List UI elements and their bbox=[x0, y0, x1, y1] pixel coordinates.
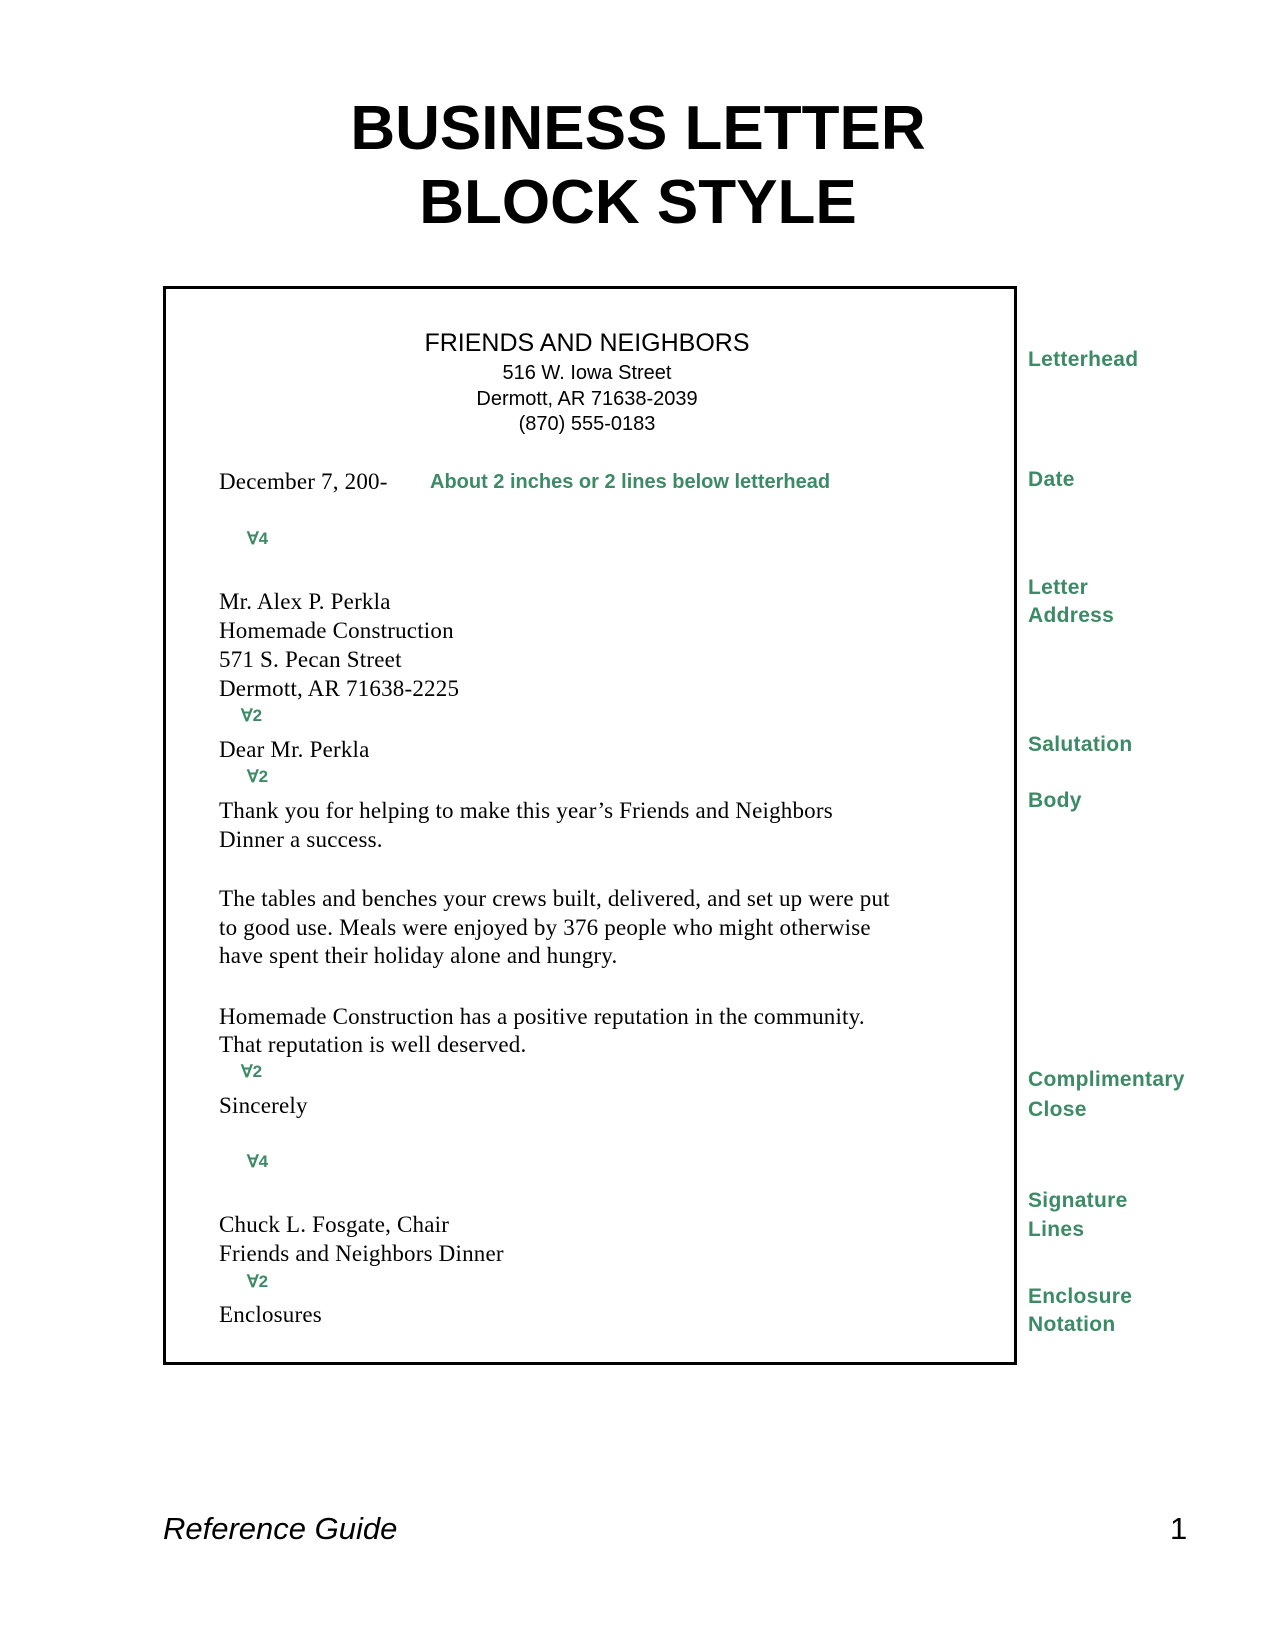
date-placement-note: About 2 inches or 2 lines below letterhead bbox=[430, 471, 831, 493]
label-body: Body bbox=[1028, 789, 1082, 812]
line-spacing-mark: ∀2 bbox=[247, 767, 269, 786]
letterhead-name: FRIENDS AND NEIGHBORS bbox=[424, 329, 750, 357]
body-paragraph-1-line: Dinner a success. bbox=[219, 827, 383, 852]
salutation: Dear Mr. Perkla bbox=[219, 737, 370, 762]
label-enclosure-notation-line-1: Enclosure bbox=[1028, 1285, 1133, 1308]
label-letterhead: Letterhead bbox=[1028, 348, 1139, 371]
label-salutation: Salutation bbox=[1028, 733, 1133, 756]
letterhead-city: Dermott, AR 71638-2039 bbox=[476, 388, 698, 410]
line-spacing-mark: ∀4 bbox=[247, 1152, 269, 1171]
signature-line: Friends and Neighbors Dinner bbox=[219, 1241, 504, 1266]
complimentary-close: Sincerely bbox=[219, 1093, 308, 1118]
body-paragraph-3-line: Homemade Construction has a positive reputation in the community. bbox=[219, 1004, 865, 1029]
inside-address-line: 571 S. Pecan Street bbox=[219, 647, 402, 672]
page-title-line-1: BUSINESS LETTER bbox=[350, 94, 926, 163]
line-spacing-mark: ∀4 bbox=[247, 529, 269, 548]
page-title-line-2: BLOCK STYLE bbox=[419, 168, 857, 237]
line-spacing-mark: ∀2 bbox=[241, 1062, 263, 1081]
body-paragraph-2-line: to good use. Meals were enjoyed by 376 people who might otherwise bbox=[219, 915, 871, 940]
label-complimentary-close-line-1: Complimentary bbox=[1028, 1068, 1185, 1091]
label-signature-lines-line-2: Lines bbox=[1028, 1218, 1085, 1241]
footer-page-number: 1 bbox=[1170, 1511, 1188, 1546]
line-spacing-mark: ∀2 bbox=[241, 706, 263, 725]
inside-address-line: Mr. Alex P. Perkla bbox=[219, 589, 391, 614]
label-complimentary-close-line-2: Close bbox=[1028, 1098, 1087, 1121]
label-signature-lines-line-1: Signature bbox=[1028, 1189, 1128, 1212]
label-letter-address-line-1: Letter bbox=[1028, 576, 1089, 599]
letterhead-street: 516 W. Iowa Street bbox=[502, 362, 672, 384]
footer-reference-guide: Reference Guide bbox=[163, 1511, 398, 1546]
letter-date: December 7, 200- bbox=[219, 469, 388, 494]
label-date: Date bbox=[1028, 468, 1075, 491]
letterhead-phone: (870) 555-0183 bbox=[518, 413, 656, 435]
inside-address-line: Dermott, AR 71638-2225 bbox=[219, 676, 460, 701]
body-paragraph-1-line: Thank you for helping to make this year’s Friends and Neighbors bbox=[219, 798, 833, 823]
inside-address-line: Homemade Construction bbox=[219, 618, 454, 643]
label-letter-address-line-2: Address bbox=[1028, 604, 1115, 627]
body-paragraph-3-line: That reputation is well deserved. bbox=[219, 1032, 527, 1057]
line-spacing-mark: ∀2 bbox=[247, 1272, 269, 1291]
signature-line: Chuck L. Fosgate, Chair bbox=[219, 1212, 450, 1237]
enclosure-notation: Enclosures bbox=[219, 1302, 322, 1327]
label-enclosure-notation-line-2: Notation bbox=[1028, 1313, 1116, 1336]
body-paragraph-2-line: have spent their holiday alone and hungry. bbox=[219, 943, 618, 968]
letter-sample-frame bbox=[163, 286, 1017, 1365]
body-paragraph-2-line: The tables and benches your crews built, delivered, and set up were put bbox=[219, 886, 890, 911]
